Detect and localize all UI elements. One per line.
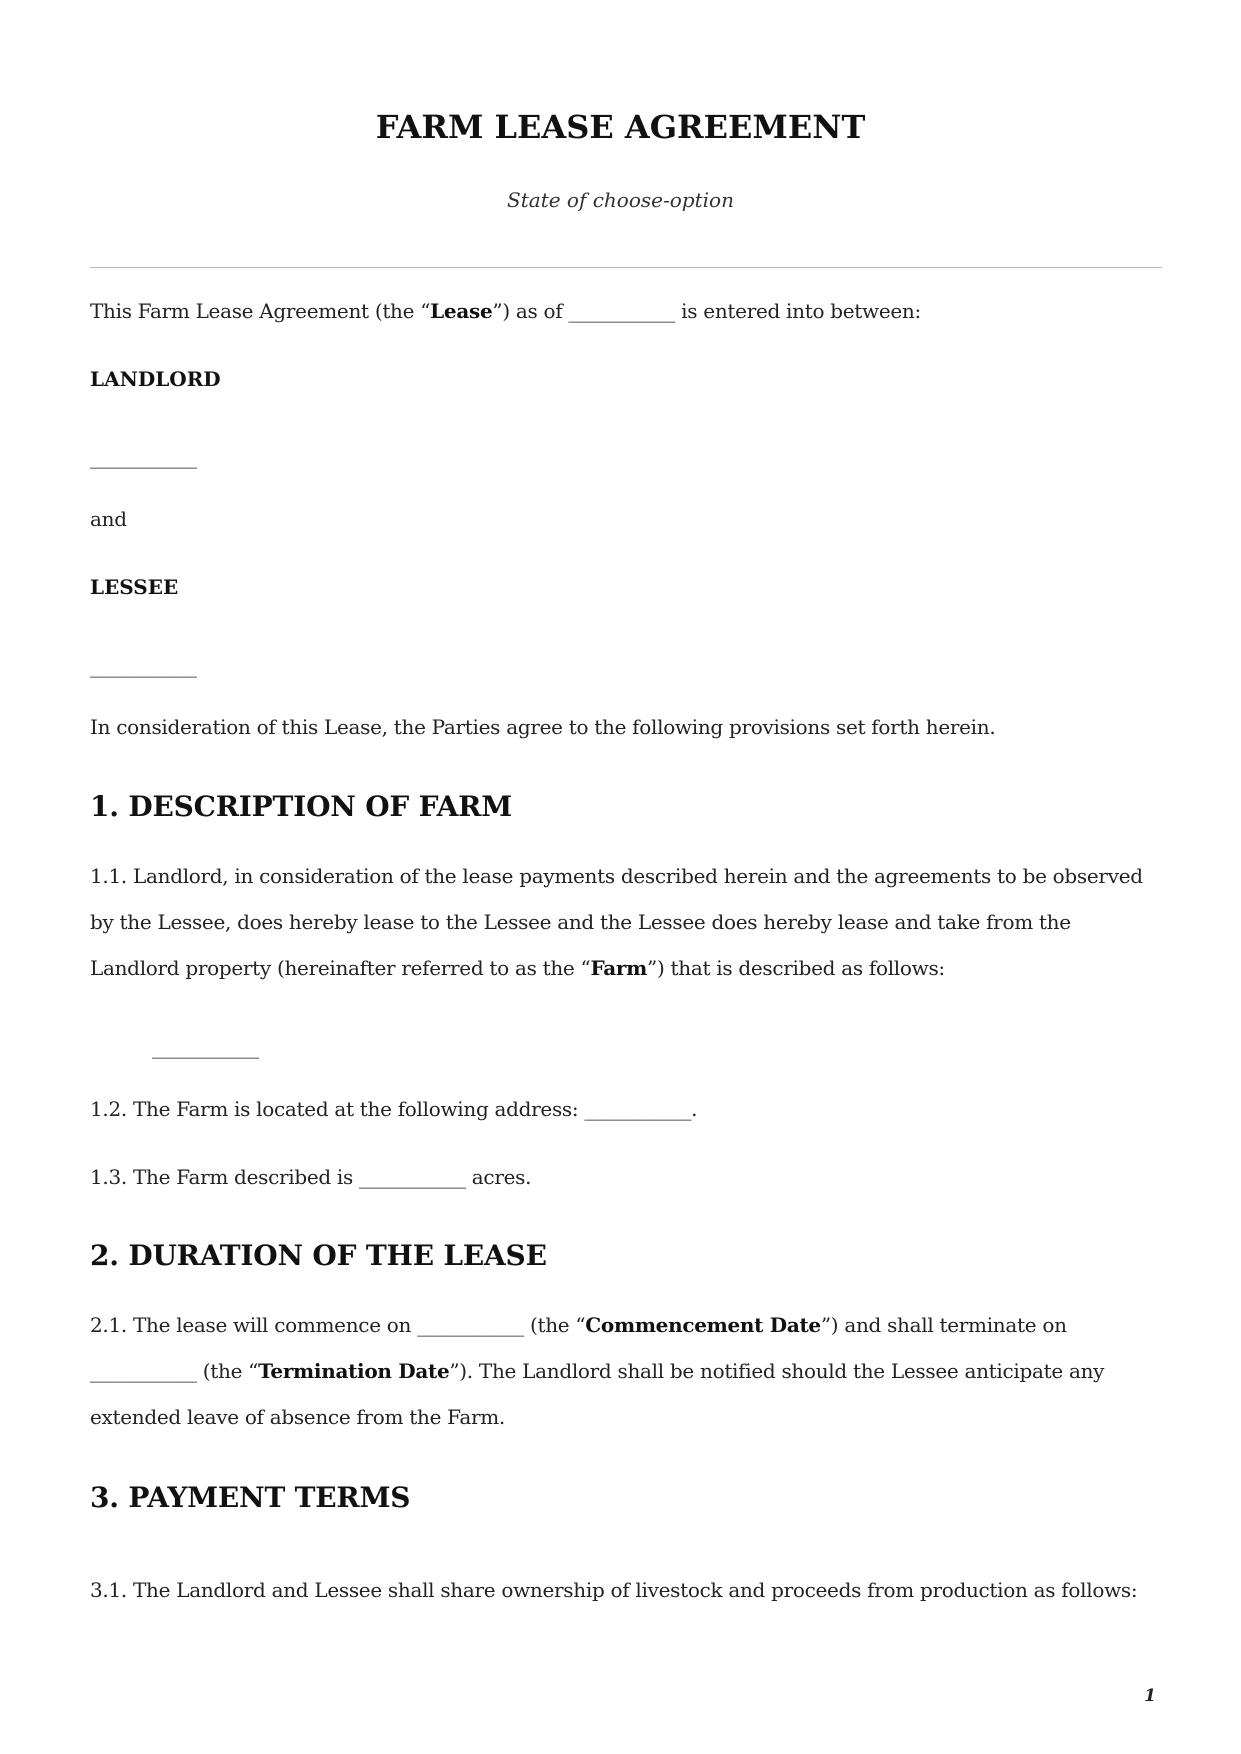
consideration-paragraph: In consideration of this Lease, the Parties agree to the following provisions set forth herein. bbox=[90, 715, 996, 739]
page-number: 1 bbox=[1144, 1686, 1156, 1706]
date-blank[interactable]: ___________ bbox=[568, 299, 676, 323]
section-3-heading: 3. PAYMENT TERMS bbox=[90, 1481, 411, 1514]
landlord-label: LANDLORD bbox=[90, 367, 221, 391]
clause-3-1: 3.1. The Landlord and Lessee shall share ownership of livestock and proceeds from production as follows: bbox=[90, 1578, 1138, 1602]
intro-paragraph: This Farm Lease Agreement (the “Lease”) as of ___________ is entered into between: bbox=[90, 299, 921, 323]
clause-1-1: 1.1. Landlord, in consideration of the lease payments described herein and the agreements to be observed by the Lessee, does hereby lease to the Lessee and the Lessee does hereby lease and take from the Landlord property (hereinafter referred to as the “Farm”) that is described as follows: bbox=[90, 864, 1143, 980]
clause-1-2: 1.2. The Farm is located at the following address: ___________. bbox=[90, 1097, 698, 1121]
lessee-name-blank[interactable]: ___________ bbox=[90, 654, 197, 678]
commencement-blank[interactable]: ___________ bbox=[417, 1313, 524, 1337]
clause-1-3: 1.3. The Farm described is ___________ acres. bbox=[90, 1165, 532, 1189]
farm-description-blank[interactable]: ___________ bbox=[152, 1035, 259, 1059]
document-subtitle: State of choose-option bbox=[507, 188, 734, 212]
termination-blank[interactable]: ___________ bbox=[90, 1359, 197, 1383]
lessee-label: LESSEE bbox=[90, 575, 179, 599]
document-title: FARM LEASE AGREEMENT bbox=[375, 108, 866, 146]
address-blank[interactable]: ___________ bbox=[584, 1097, 692, 1121]
section-1-heading: 1. DESCRIPTION OF FARM bbox=[90, 790, 513, 823]
and-text: and bbox=[90, 507, 127, 531]
divider bbox=[90, 267, 1162, 268]
landlord-name-blank[interactable]: ___________ bbox=[90, 445, 197, 469]
clause-2-1: 2.1. The lease will commence on ___________ (the “Commencement Date”) and shall terminate on ___________ (the “Termination Date”). The Landlord shall be notified should the Lessee anticipate any extended leave of absence from the Farm. bbox=[90, 1313, 1105, 1429]
acres-blank[interactable]: ___________ bbox=[359, 1165, 466, 1189]
section-2-heading: 2. DURATION OF THE LEASE bbox=[90, 1239, 547, 1272]
